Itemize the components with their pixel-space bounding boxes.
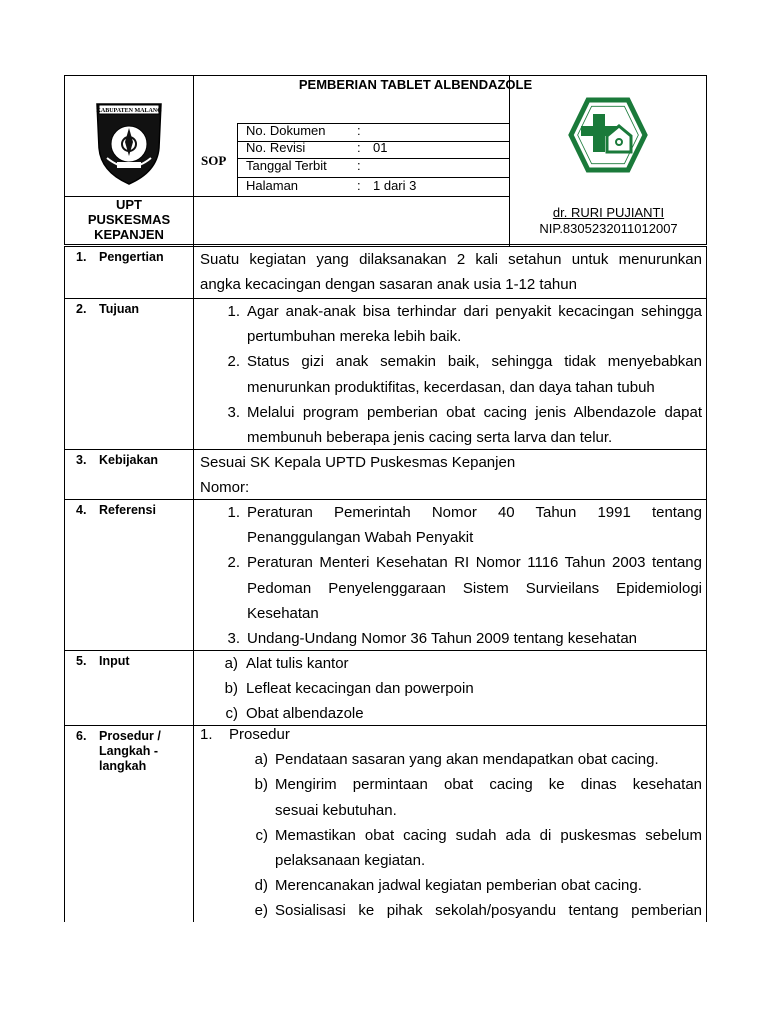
meta-colon: : [357,178,361,193]
document-title: PEMBERIAN TABLET ALBENDAZOLE [298,77,533,92]
section-kebijakan: 3. Kebijakan Sesuai SK Kepala UPTD Puskesmas Kepanjen Nomor: [65,449,706,500]
section-label: Input [99,654,130,668]
section-label: Referensi [99,503,156,517]
kabupaten-malang-logo [93,98,165,186]
section-input: 5. Input a) Alat tulis kantor b) Lefleat kecacingan dan powerpoin c) Obat albendazole [65,650,706,726]
meta-colon: : [357,158,361,173]
sop-body-table [64,246,707,922]
meta-value-halaman: 1 dari 3 [373,178,417,193]
meta-label-halaman: Halaman [246,178,299,193]
signatory-name: dr. RURI PUJIANTI [552,205,665,220]
section-label: Kebijakan [99,453,159,467]
document-header [64,75,707,245]
section-label: Tujuan [99,302,140,316]
signatory-nip: NIP.8305232011012007 [539,221,678,236]
list-item: d) Merencanakan jadwal kegiatan pemberian obat cacing. [254,877,642,895]
list-item: 2. Peraturan Menteri Kesehatan RI Nomor 1116 Tahun 2003 tentang Pedoman Penyelenggaraan Sistem Survieilans Epidemiologi Kesehatan [227,554,702,622]
list-item: 2. Status gizi anak semakin baik, sehingga tidak menyebabkan menurunkan produktifitas, kecerdasan, dan daya tahan tubuh [227,353,702,396]
list-item: e) Sosialisasi ke pihak sekolah/posyandu tentang pemberian [254,902,702,920]
list-item: a) Alat tulis kantor [224,655,349,672]
meta-colon: : [357,123,361,138]
section-pengertian: 1. Pengertian Suatu kegiatan yang dilaksanakan 2 kali setahun untuk menurunkan angka kecacingan dengan sasaran anak usia 1-12 tahun [76,250,702,294]
section-label: Pengertian [99,250,164,264]
list-item: a) Pendataan sasaran yang akan mendapatkan obat cacing. [254,751,659,769]
upt-puskesmas-name: UPT PUSKESMAS KEPANJEN [87,197,171,242]
list-item: 1. Agar anak-anak bisa terhindar dari penyakit kecacingan sehingga pertumbuhan mereka lebih baik. [227,303,702,346]
sop-label: SOP [201,153,227,168]
meta-colon: : [357,140,361,155]
procedure-heading: 1. Prosedur [200,726,290,743]
list-item: c) Memastikan obat cacing sudah ada di puskesmas sebelum pelaksanaan kegiatan. [255,826,702,870]
section-referensi: 4. Referensi 1. Peraturan Pemerintah Nomor 40 Tahun 1991 tentang Penanggulangan Wabah Penyakit 2. Peraturan Menteri Kesehatan RI Nomor 1116 Tahun 2003 tentang Pedoman Penyelenggaraan Sistem Survieilans Epidemiologi Kesehatan 3. Undang-Undang Nomor 36 Tahun 2009 tentang kesehatan [65,499,706,651]
meta-label-dokumen: No. Dokumen [246,123,326,138]
meta-label-revisi: No. Revisi [246,140,306,155]
list-item: b) Mengirim permintaan obat cacing ke dinas kesehatan sesuai kebutuhan. [254,776,702,819]
puskesmas-logo [567,96,649,174]
section-label: Prosedur / Langkah - langkah [99,729,161,773]
list-item: 1. Peraturan Pemerintah Nomor 40 Tahun 1991 tentang Penanggulangan Wabah Penyakit [227,504,702,547]
signatory [509,205,708,237]
logo-lettering: KABUPATEN MALANG [96,108,162,114]
section-tujuan: 2. Tujuan 1. Agar anak-anak bisa terhindar dari penyakit kecacingan sehingga pertumbuhan mereka lebih baik. 2. Status gizi anak semakin baik, sehingga tidak menyebabkan menurunkan produktifitas, kecerdasan, dan daya tahan tubuh 3. Melalui program pemberian obat cacing jenis Albendazole dapat membunuh beberapa jenis cacing serta larva dan telur. [65,298,706,450]
list-item: 3. Melalui program pemberian obat cacing jenis Albendazole dapat membunuh beberapa jenis cacing serta larva dan telur. [227,403,702,447]
section-prosedur: 6. Prosedur / Langkah - langkah 1. Prosedur a) Pendataan sasaran yang akan mendapatkan obat cacing. b) Mengirim permintaan obat cacing ke dinas kesehatan sesuai kebutuhan. c) Memastikan obat cacing sudah ada di puskesmas sebelum pelaksanaan kegiatan. d) Merencanakan jadwal kegiatan pemberian obat cacing. e) Sosialisasi ke pihak sekolah/posyandu tentang pemberian [65,725,706,922]
meta-label-tanggal: Tanggal Terbit [246,158,327,173]
list-item: 3. Undang-Undang Nomor 36 Tahun 2009 tentang kesehatan [227,630,638,648]
meta-value-revisi: 01 [373,140,388,155]
list-item: c) Obat albendazole [225,705,364,723]
list-item: b) Lefleat kecacingan dan powerpoin [224,680,474,698]
